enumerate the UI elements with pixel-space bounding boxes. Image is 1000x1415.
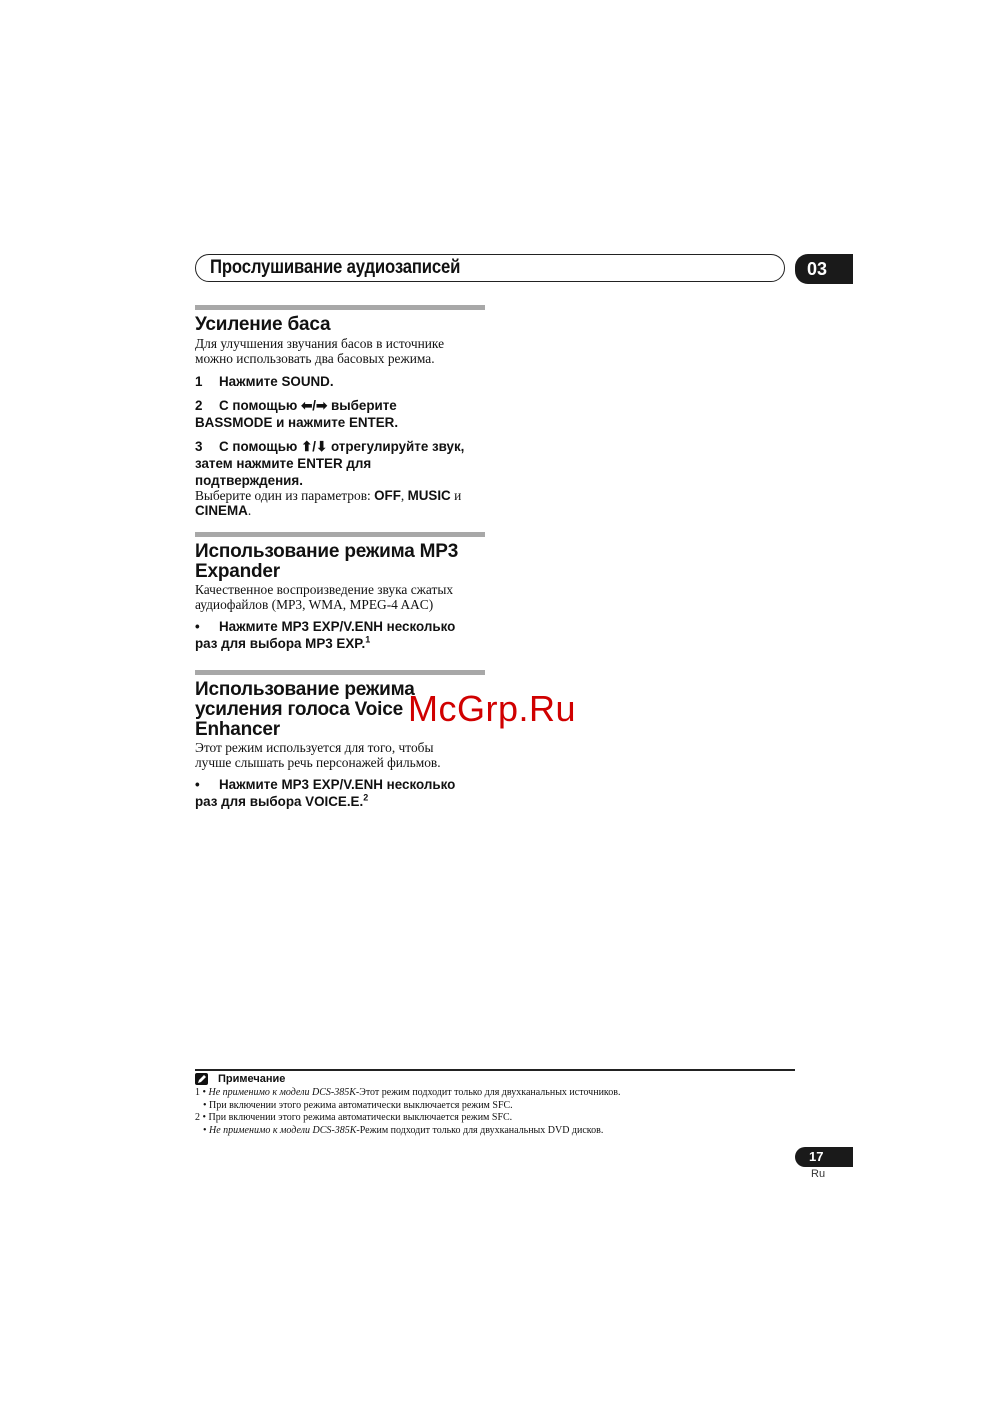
bullet-step: • Нажмите MP3 EXP/V.ENH несколько раз для выбора VOICE.E.$^2$	[195, 777, 456, 809]
section-heading: Использование режима MP3 Expander	[195, 541, 459, 582]
section-heading: Усиление баса	[195, 314, 331, 335]
step-2: 2 С помощью ⬅/➡ выберите BASSMODE и нажмите ENTER.	[195, 398, 399, 430]
footnote-title: Примечание	[218, 1073, 286, 1085]
chapter-header	[195, 254, 785, 282]
section-bass-boost	[195, 305, 485, 518]
footnote-list	[195, 1087, 795, 1137]
chapter-title: Прослушивание аудиозаписей	[210, 257, 461, 278]
step-3: 3 С помощью ⬆/⬇ отрегулируйте звук, затем нажмите ENTER для подтверждения.	[195, 439, 465, 488]
pencil-note-icon	[195, 1073, 208, 1085]
section-mp3-expander	[195, 532, 485, 652]
option-music: MUSIC	[407, 488, 451, 503]
chapter-number-tab: 03	[795, 254, 853, 284]
section-intro: Качественное воспроизведение звука сжатых аудиофайлов (MP3, WMA, MPEG-4 AAC)	[195, 582, 454, 612]
language-code: Ru	[811, 1168, 826, 1180]
footnote-line: • При включении этого режима автоматически выключается режим SFC.	[203, 1099, 513, 1111]
step-1: 1 Нажмите SOUND.	[195, 374, 334, 389]
option-cinema: CINEMA	[195, 502, 248, 518]
section-heading: Использование режима усиления голоса Voice Enhancer	[195, 679, 415, 740]
option-off: OFF	[374, 488, 401, 503]
section-divider	[195, 305, 485, 310]
section-intro: Для улучшения звучания басов в источнике можно использовать два басовых режима.	[195, 336, 445, 366]
footnote-line: 1 • Не применимо к модели DCS-385K-Этот режим подходит только для двухканальных источников.	[195, 1087, 621, 1098]
footnote-divider	[195, 1069, 795, 1071]
options-text: Выберите один из параметров: OFF, MUSIC и CINEMA.	[195, 488, 462, 518]
section-divider	[195, 670, 485, 675]
footnote-ref: 2	[363, 792, 369, 803]
section-intro: Этот режим используется для того, чтобы лучше слышать речь персонажей фильмов.	[195, 740, 441, 770]
section-divider	[195, 532, 485, 537]
footnote-ref: 1	[365, 634, 371, 645]
footnote-line: • Не применимо к модели DCS-385K-Режим подходит только для двухканальных DVD дисков.	[203, 1124, 604, 1136]
footnote-line: 2 • При включении этого режима автоматически выключается режим SFC.	[195, 1112, 513, 1123]
watermark: McGrp.Ru	[408, 688, 577, 729]
footnote-header	[195, 1073, 285, 1085]
bullet-step: • Нажмите MP3 EXP/V.ENH несколько раз для выбора MP3 EXP.$^1$	[195, 619, 456, 651]
page-number: 17	[795, 1147, 853, 1167]
